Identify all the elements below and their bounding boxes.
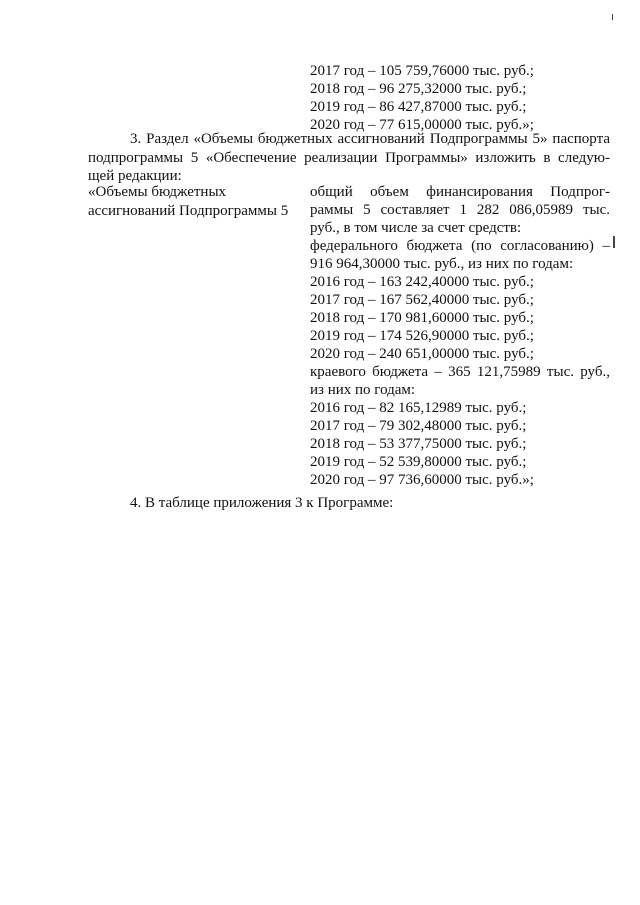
financing-line: краевого бюджета – 365 121,75989 тыс. руб.,	[310, 364, 610, 380]
financing-line: 2020 год – 240 651,00000 тыс. руб.;	[310, 346, 534, 362]
financing-line: федерального бюджета (по согласованию) –	[310, 238, 610, 254]
year-line: 2019 год – 86 427,87000 тыс. руб.;	[310, 99, 527, 115]
financing-line: 2019 год – 52 539,80000 тыс. руб.;	[310, 454, 527, 470]
financing-line: общий объем финансирования Подпрог-	[310, 184, 610, 200]
financing-line: 2018 год – 170 981,60000 тыс. руб.;	[310, 310, 534, 326]
year-line: 2017 год – 105 759,76000 тыс. руб.;	[310, 63, 534, 79]
financing-line: 916 964,30000 тыс. руб., из них по годам:	[310, 256, 574, 272]
table-right-column	[310, 183, 610, 489]
financing-line: 2016 год – 82 165,12989 тыс. руб.;	[310, 400, 527, 416]
item3-line3: щей редакции:	[88, 168, 182, 184]
scan-mark	[612, 14, 613, 20]
year-line: 2018 год – 96 275,32000 тыс. руб.;	[310, 81, 527, 97]
financing-line: 2019 год – 174 526,90000 тыс. руб.;	[310, 328, 534, 344]
financing-line: 2016 год – 163 242,40000 тыс. руб.;	[310, 274, 534, 290]
financing-line: 2020 год – 97 736,60000 тыс. руб.»;	[310, 472, 534, 488]
top-year-list	[310, 62, 610, 134]
item3-line2: подпрограммы 5 «Обеспечение реализации Программы» изложить в следую-	[88, 150, 610, 166]
year-line: 2020 год – 77 615,00000 тыс. руб.»;	[310, 117, 534, 133]
item4-line: 4. В таблице приложения 3 к Программе:	[130, 495, 394, 511]
scan-mark	[613, 236, 615, 248]
financing-line: 2017 год – 167 562,40000 тыс. руб.;	[310, 292, 534, 308]
table-left-line1: «Объемы бюджетных	[88, 184, 227, 200]
financing-line: 2018 год – 53 377,75000 тыс. руб.;	[310, 436, 527, 452]
financing-line: раммы 5 составляет 1 282 086,05989 тыс.	[310, 202, 610, 218]
financing-line: руб., в том числе за счет средств:	[310, 220, 522, 236]
table-left-line2: ассигнований Подпрограммы 5	[88, 203, 289, 219]
financing-line: из них по годам:	[310, 382, 416, 398]
financing-line: 2017 год – 79 302,48000 тыс. руб.;	[310, 418, 527, 434]
item3-line1: 3. Раздел «Объемы бюджетных ассигнований Подпрограммы 5» паспорта	[130, 131, 610, 147]
